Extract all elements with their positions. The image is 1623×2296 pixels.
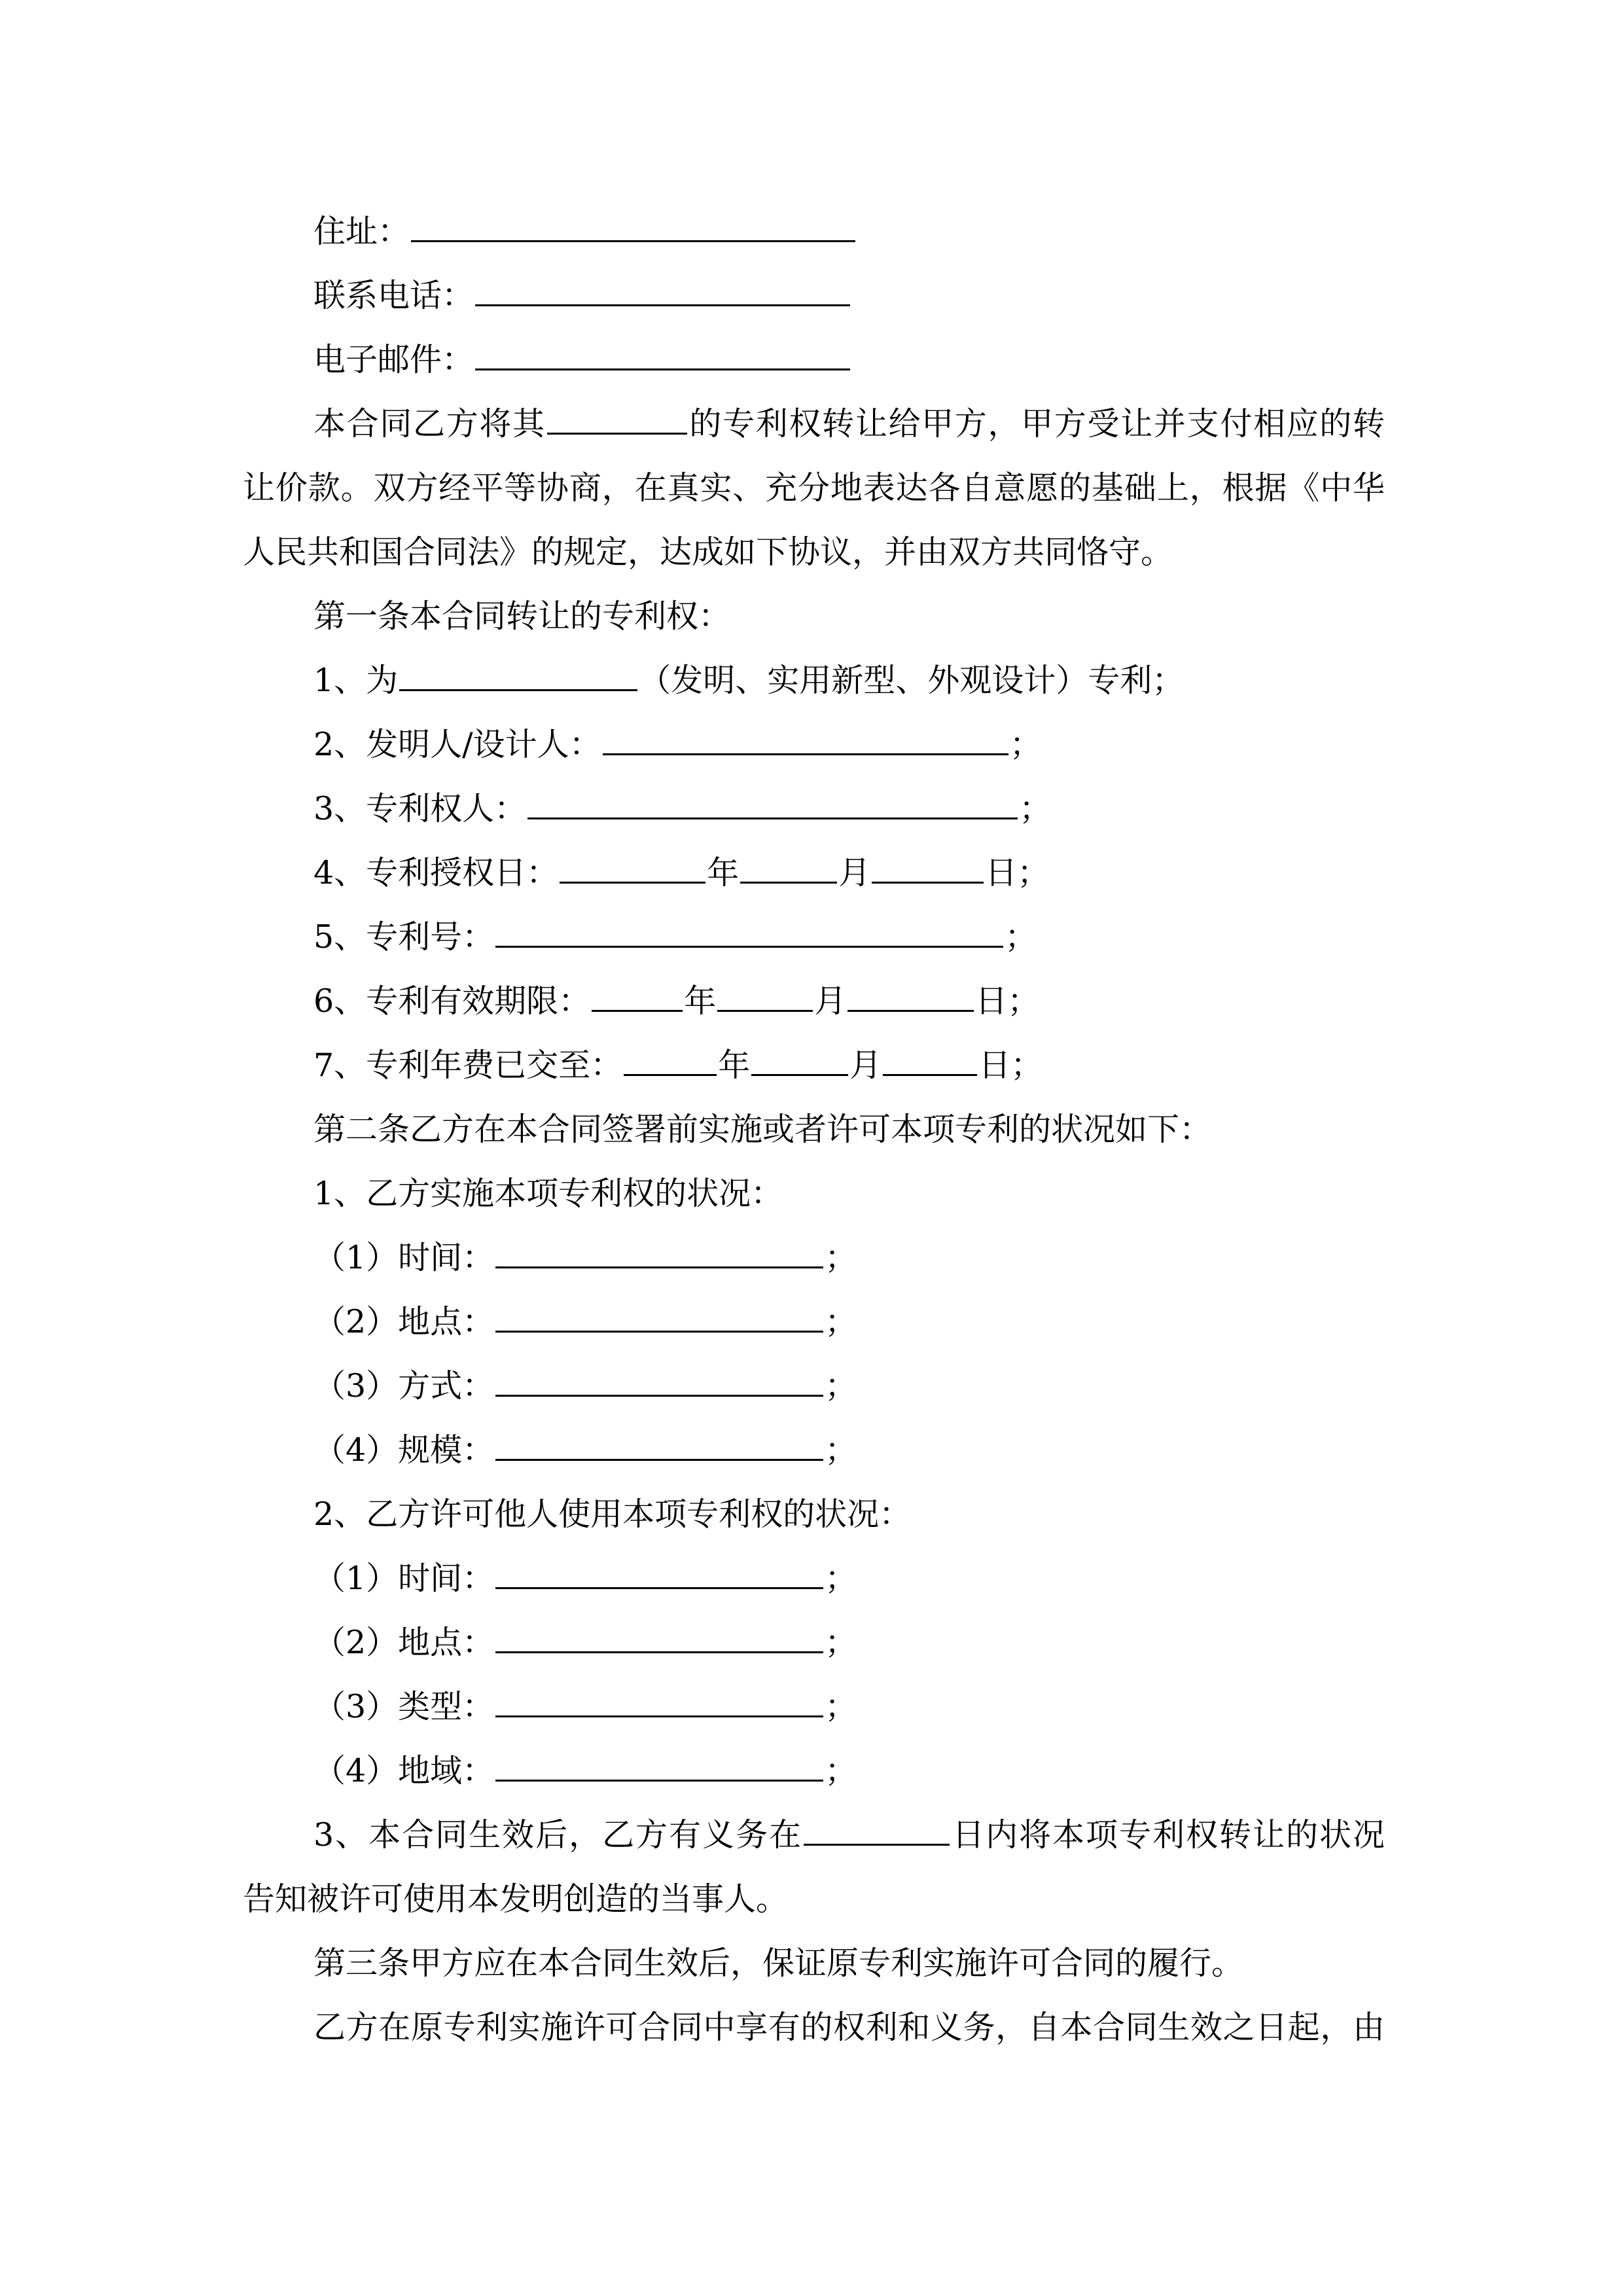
sub2-time-blank[interactable] (495, 1548, 823, 1589)
sub2-item (243, 1611, 1385, 1675)
semicolon: ； (825, 1303, 857, 1340)
day-label: 日； (978, 1047, 1043, 1084)
article1-item7 (243, 1033, 1385, 1098)
article3-para1: 乙方在原专利实施许可合同中享有的权利和义务，自本合同生效之日起，由 (313, 2009, 1385, 2046)
semicolon: ； (1009, 726, 1042, 763)
article1-item2 (243, 713, 1385, 777)
sub1-item-label: （3）方式： (313, 1367, 495, 1405)
fee-year-blank[interactable] (624, 1035, 717, 1076)
grant-month-blank[interactable] (740, 842, 837, 884)
phone-line (243, 264, 1385, 328)
validity-year-blank[interactable] (592, 971, 683, 1012)
phone-label: 联系电话： (313, 277, 474, 314)
grant-year-blank[interactable] (560, 842, 705, 884)
email-blank[interactable] (475, 329, 850, 370)
year-label: 年 (718, 1047, 751, 1084)
email-label: 电子邮件： (313, 341, 474, 378)
intro-text-1b: 的专利权转让给甲方，甲方受让并支付相应的转 (688, 405, 1385, 442)
sub1-scale-blank[interactable] (495, 1420, 823, 1461)
notify-days-blank[interactable] (804, 1804, 950, 1846)
sub2-item (243, 1547, 1385, 1611)
patentee-blank[interactable] (527, 778, 1018, 819)
address-line (243, 200, 1385, 264)
item7-label: 7、专利年费已交至： (313, 1047, 623, 1084)
sub1-item-label: （1）时间： (313, 1239, 495, 1276)
sub1-time-blank[interactable] (495, 1227, 823, 1268)
article2-sub1: 1、乙方实施本项专利权的状况： (313, 1175, 783, 1212)
inventor-blank[interactable] (603, 714, 1008, 755)
intro-line-1 (243, 392, 1385, 456)
intro-line-2: 让价款。双方经平等协商，在真实、充分地表达各自意愿的基础上，根据《中华 (243, 469, 1385, 507)
article1-item6 (243, 969, 1385, 1033)
intro-text-1a: 本合同乙方将其 (313, 405, 546, 442)
sub3-text-b: 日内将本项专利权转让的状况 (951, 1816, 1385, 1854)
sub2-place-blank[interactable] (495, 1612, 823, 1653)
patent-name-blank[interactable] (547, 393, 687, 435)
patent-type-blank[interactable] (399, 650, 637, 691)
semicolon: ； (825, 1560, 857, 1597)
validity-day-blank[interactable] (847, 971, 974, 1012)
year-label: 年 (684, 982, 717, 1020)
item6-label: 6、专利有效期限： (313, 982, 591, 1020)
article1-title: 第一条本合同转让的专利权： (313, 598, 731, 635)
fee-day-blank[interactable] (883, 1035, 977, 1076)
sub1-place-blank[interactable] (495, 1291, 823, 1333)
article2-sub2: 2、乙方许可他人使用本项专利权的状况： (313, 1496, 912, 1533)
fee-month-blank[interactable] (751, 1035, 848, 1076)
semicolon: ； (1019, 790, 1052, 827)
item2-label: 2、发明人/设计人： (313, 726, 601, 763)
grant-day-blank[interactable] (872, 842, 984, 884)
sub1-item (243, 1354, 1385, 1418)
article2-title: 第二条乙方在本合同签署前实施或者许可本项专利的状况如下： (313, 1111, 1212, 1148)
article3-title: 第三条甲方应在本合同生效后，保证原专利实施许可合同的履行。 (313, 1945, 1244, 1982)
sub2-item (243, 1739, 1385, 1803)
sub1-item-label: （4）规模： (313, 1431, 495, 1469)
sub2-item-label: （2）地点： (313, 1624, 495, 1661)
sub2-region-blank[interactable] (495, 1740, 823, 1782)
item4-label: 4、专利授权日： (313, 854, 559, 891)
sub1-method-blank[interactable] (495, 1355, 823, 1397)
sub1-item (243, 1290, 1385, 1354)
item5-label: 5、专利号： (313, 918, 495, 956)
validity-month-blank[interactable] (717, 971, 813, 1012)
sub2-item-label: （1）时间： (313, 1560, 495, 1597)
year-label: 年 (707, 854, 740, 891)
article2-sub3-line1 (243, 1803, 1385, 1867)
semicolon: ； (825, 1688, 857, 1725)
day-label: 日； (975, 982, 1040, 1020)
intro-line-3: 人民共和国合同法》的规定，达成如下协议，并由双方共同恪守。 (243, 533, 1173, 571)
article1-item3 (243, 777, 1385, 841)
sub1-item-label: （2）地点： (313, 1303, 495, 1340)
document-page (243, 200, 1385, 2060)
article1-item1 (243, 649, 1385, 713)
semicolon: ； (825, 1431, 857, 1469)
semicolon: ； (825, 1752, 857, 1789)
item3-label: 3、专利权人： (313, 790, 527, 827)
sub3-text-a: 3、本合同生效后，乙方有义务在 (313, 1816, 803, 1854)
article2-sub3-line2: 告知被许可使用本发明创造的当事人。 (243, 1880, 789, 1918)
sub1-item (243, 1226, 1385, 1290)
sub2-type-blank[interactable] (495, 1676, 823, 1717)
sub1-item (243, 1418, 1385, 1482)
semicolon: ； (825, 1624, 857, 1661)
semicolon: ； (1005, 918, 1037, 956)
address-label: 住址： (313, 213, 410, 250)
item1-suffix: （发明、实用新型、外观设计）专利； (639, 662, 1185, 699)
item1-label: 1、为 (313, 662, 399, 699)
sub2-item (243, 1675, 1385, 1739)
month-label: 月 (838, 854, 871, 891)
patent-number-blank[interactable] (495, 906, 1003, 948)
address-blank[interactable] (411, 201, 855, 242)
sub2-item-label: （3）类型： (313, 1688, 495, 1725)
article1-item5 (243, 905, 1385, 969)
sub2-item-label: （4）地域： (313, 1752, 495, 1789)
month-label: 月 (849, 1047, 882, 1084)
semicolon: ； (825, 1367, 857, 1405)
phone-blank[interactable] (475, 265, 850, 306)
email-line (243, 328, 1385, 392)
article1-item4 (243, 841, 1385, 905)
semicolon: ； (825, 1239, 857, 1276)
month-label: 月 (814, 982, 847, 1020)
day-label: 日； (985, 854, 1050, 891)
